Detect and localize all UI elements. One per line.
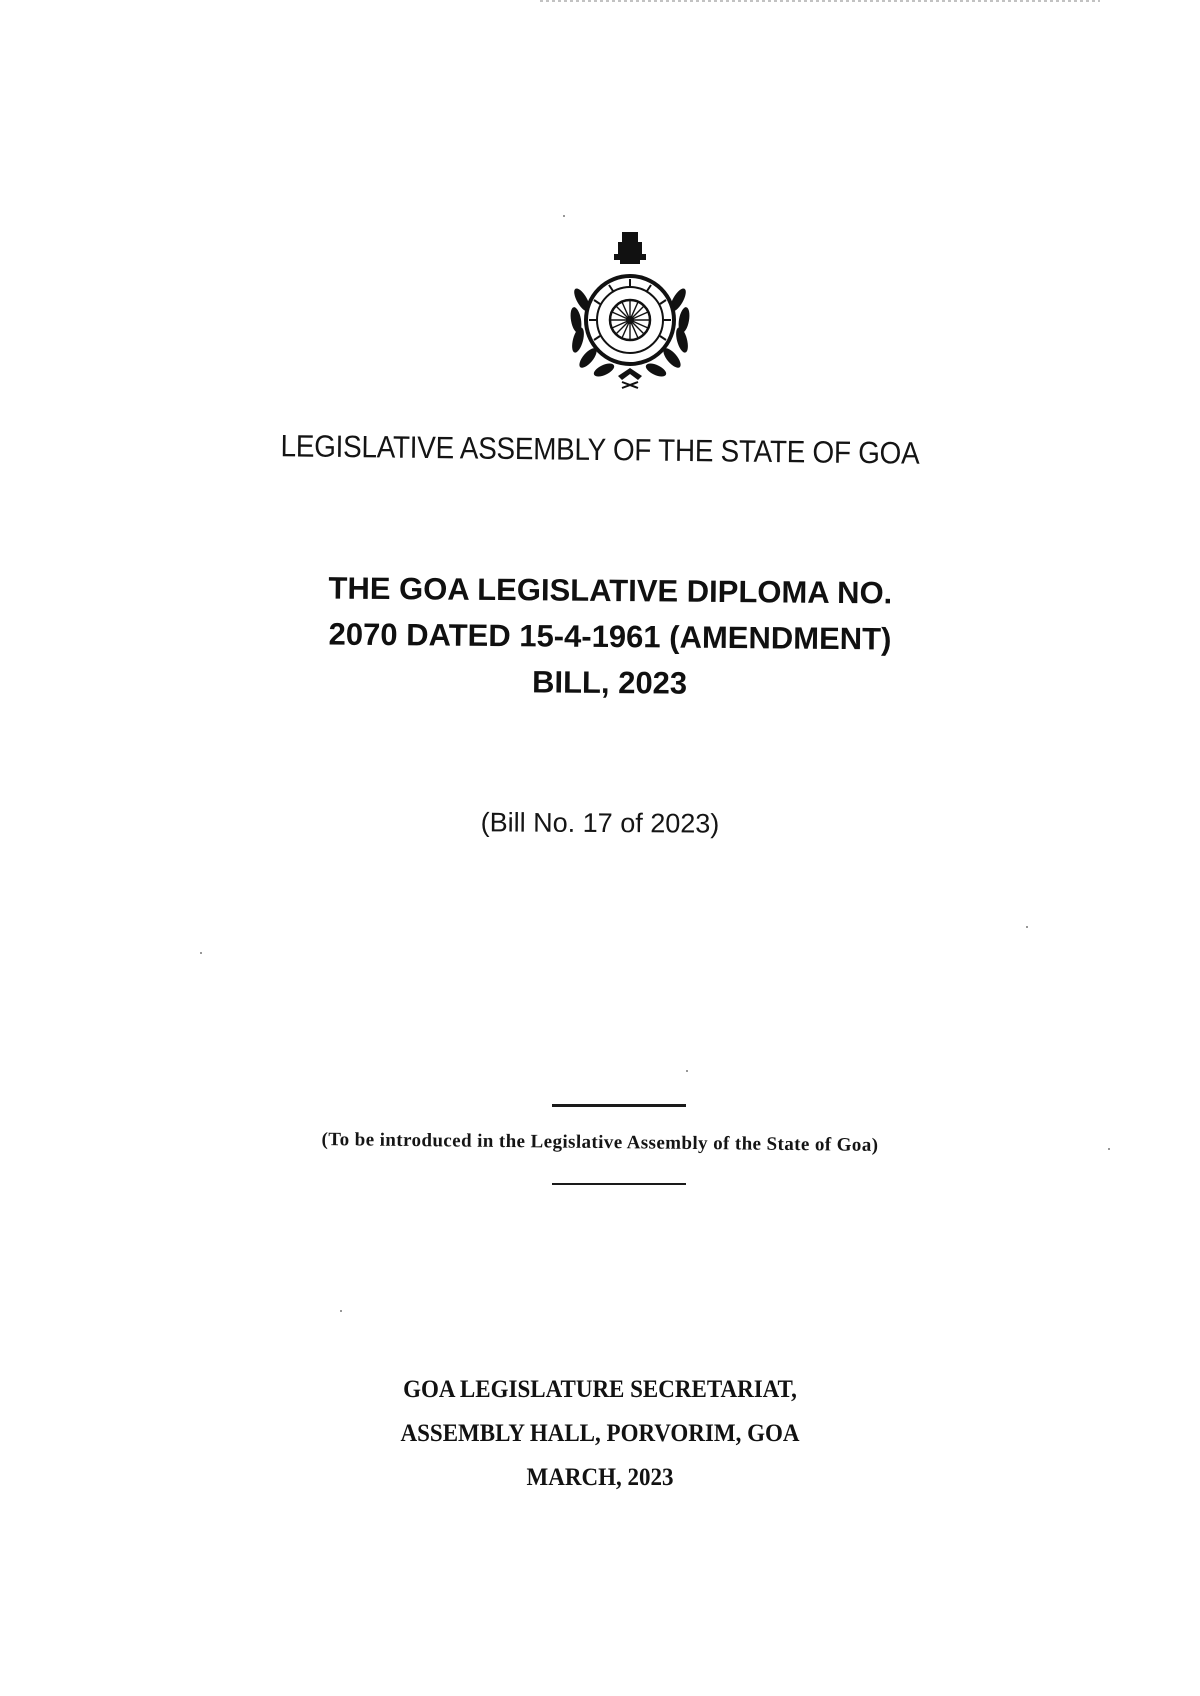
scan-speck: [200, 952, 202, 954]
scan-speck: [563, 215, 565, 217]
scan-speck: [340, 1310, 342, 1312]
secretariat-line-2: ASSEMBLY HALL, PORVORIM, GOA: [400, 1420, 800, 1447]
introduction-note: (To be introduced in the Legislative Assembly of the State of Goa): [321, 1129, 879, 1156]
bill-title-line-1: THE GOA LEGISLATIVE DIPLOMA NO.: [328, 570, 893, 611]
bill-title-line-2: 2070 DATED 15-4-1961 (AMENDMENT): [328, 616, 892, 657]
divider-bottom: [552, 1183, 686, 1185]
goa-assembly-emblem-icon: [560, 230, 700, 390]
scan-speck: [1108, 1148, 1110, 1150]
bill-title-line-3: BILL, 2023: [531, 664, 688, 701]
bill-number: (Bill No. 17 of 2023): [480, 807, 720, 839]
publication-date: MARCH, 2023: [526, 1464, 674, 1491]
divider-top: [552, 1104, 686, 1107]
scan-speck: [686, 1070, 688, 1072]
scan-edge: [540, 0, 1100, 2]
secretariat-block: [48, 1368, 1152, 1500]
secretariat-line-1: GOA LEGISLATURE SECRETARIAT,: [403, 1376, 797, 1403]
bill-title: [259, 565, 960, 709]
assembly-name: LEGISLATIVE ASSEMBLY OF THE STATE OF GOA: [280, 428, 920, 471]
scan-speck: [1026, 926, 1028, 928]
